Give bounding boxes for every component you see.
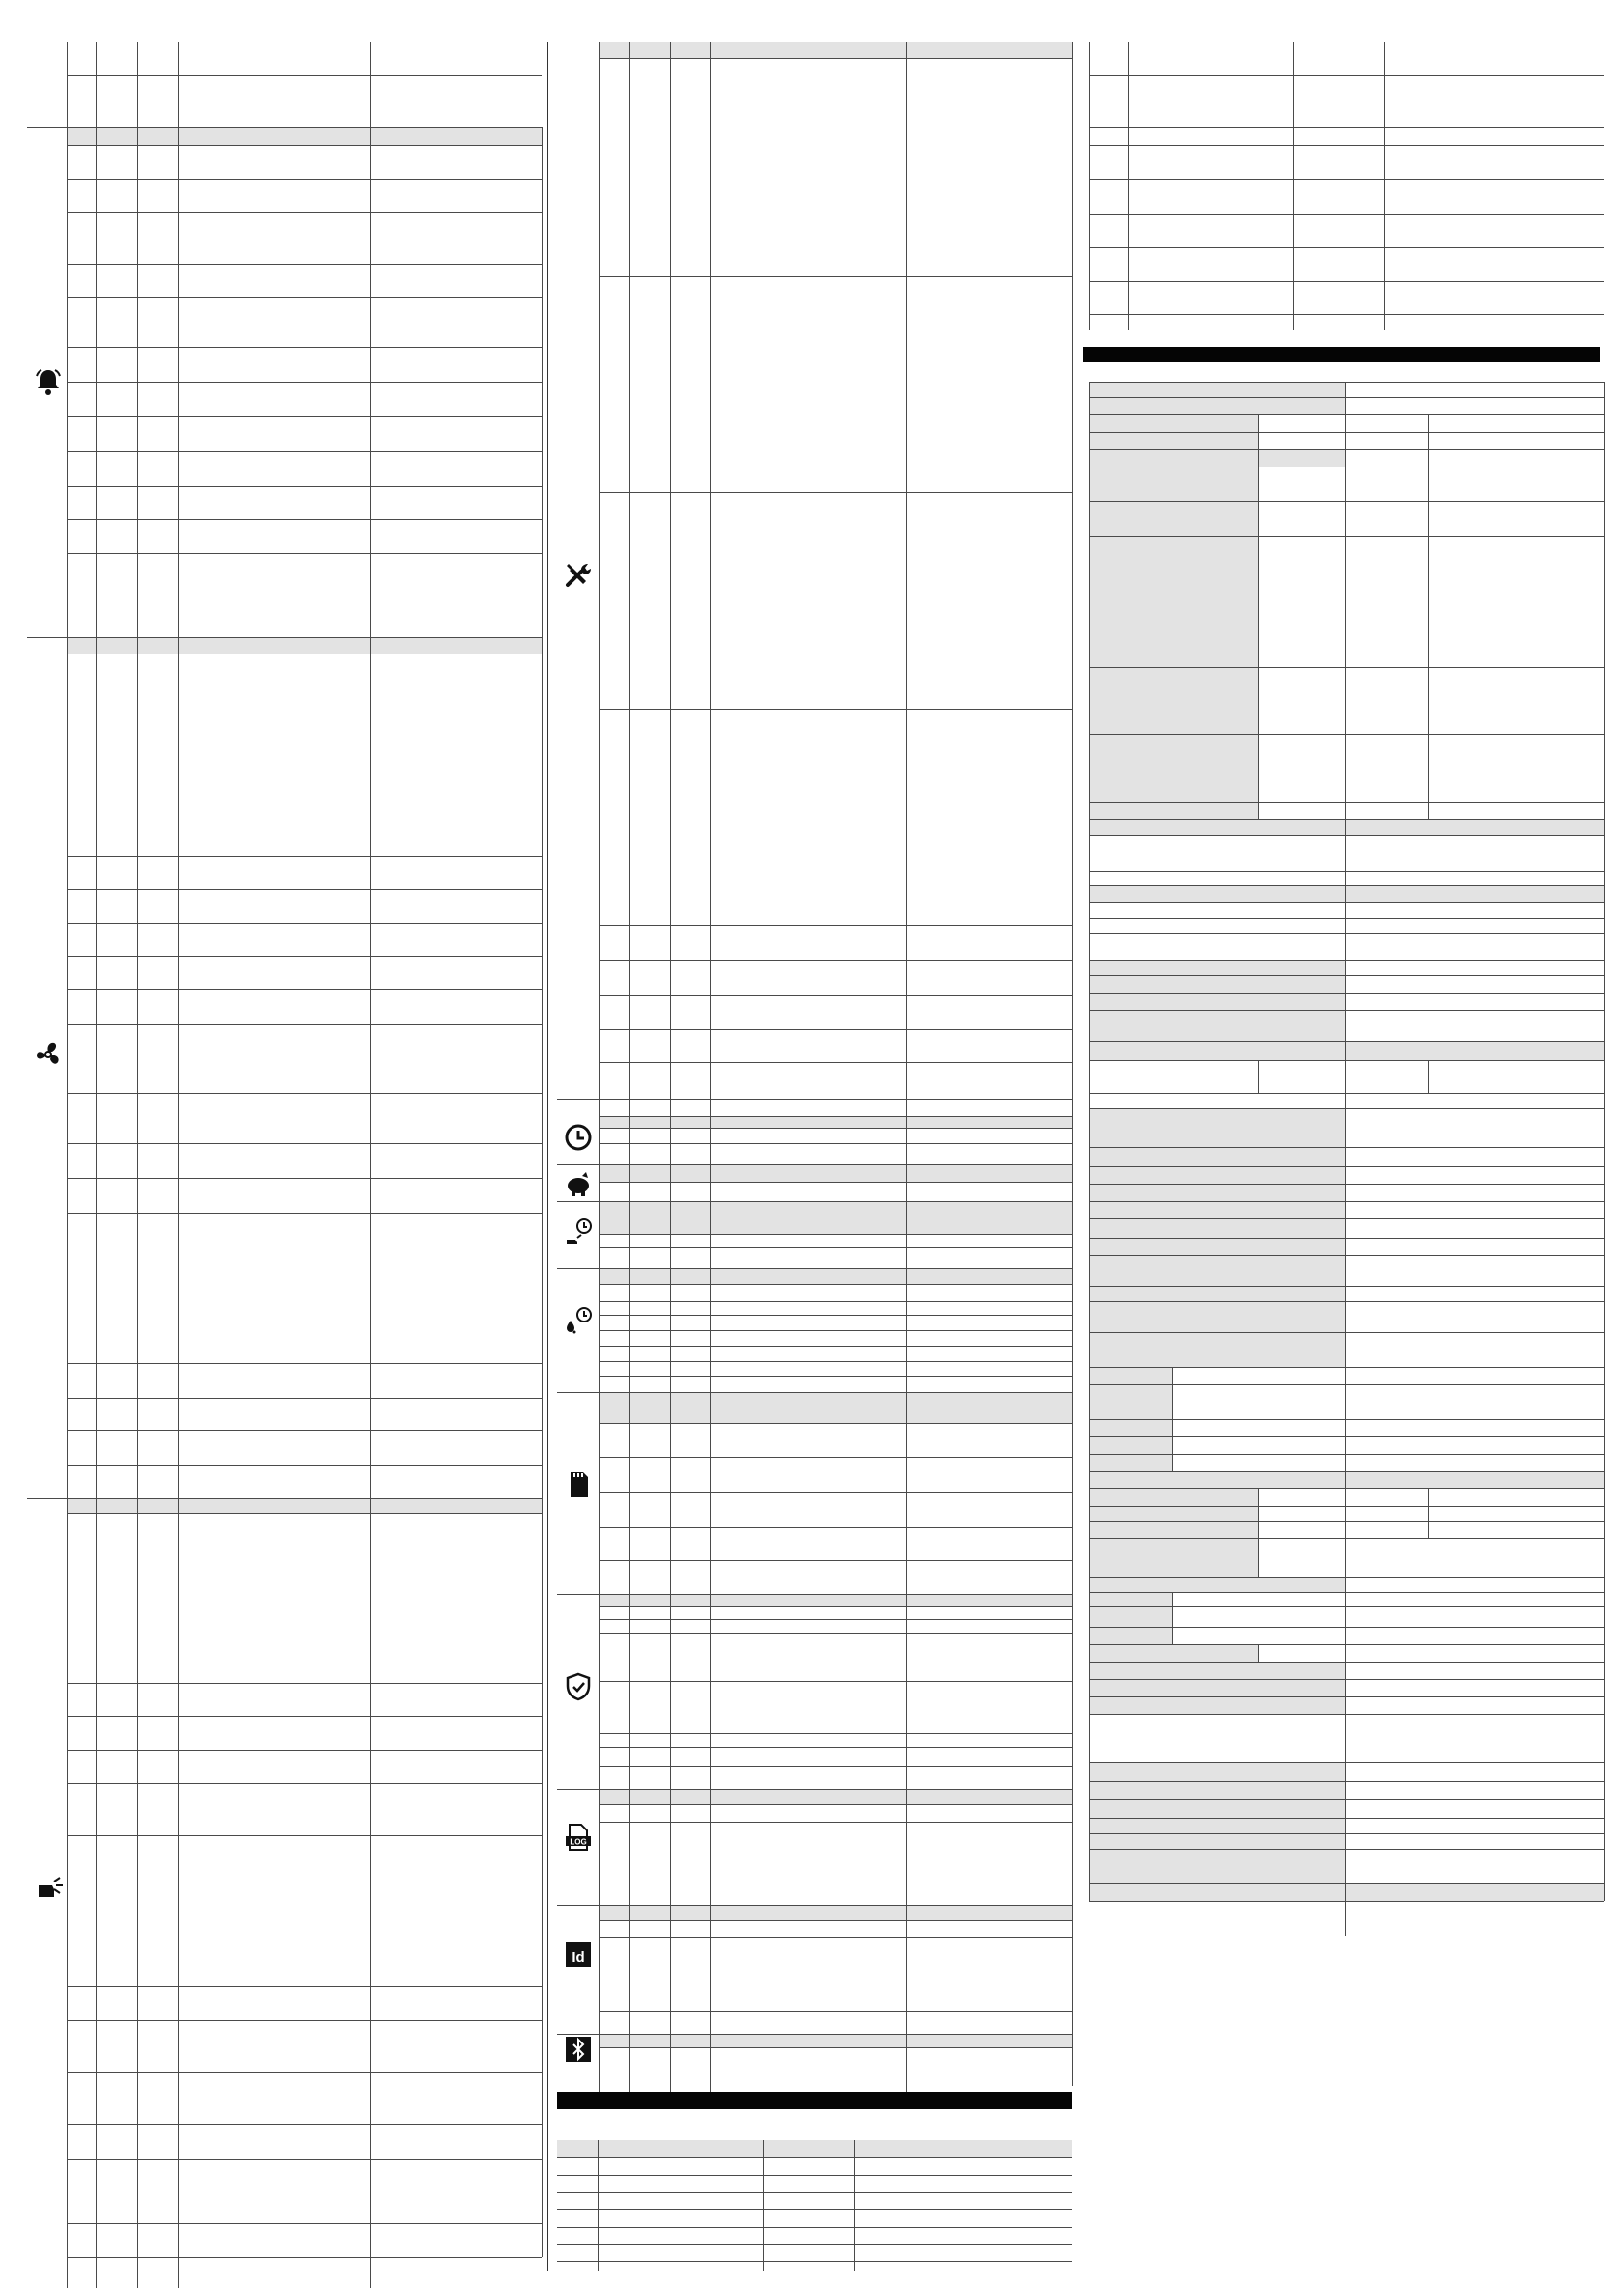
right-label-cell — [1089, 449, 1345, 467]
middle-section-divider — [557, 1201, 599, 1202]
table-row-rule — [1089, 1781, 1604, 1782]
table-row-rule — [1089, 902, 1604, 903]
table-row-rule — [1089, 449, 1604, 450]
table-row-rule — [1089, 1833, 1604, 1834]
table-row-rule — [1089, 1627, 1604, 1628]
right-table-right-edge — [1604, 382, 1605, 1901]
left-table-right-edge — [542, 127, 543, 2257]
table-column-rule — [599, 42, 600, 2094]
table-row-rule — [1089, 1332, 1604, 1333]
right-label-cell — [1089, 734, 1258, 819]
right-label-cell — [1089, 1662, 1345, 1679]
table-row-rule — [67, 2257, 542, 2258]
right-table-subcol-divider — [1258, 414, 1259, 819]
table-row-rule — [1089, 1147, 1604, 1148]
table-row-rule — [1089, 1488, 1604, 1489]
table-column-rule — [1293, 42, 1294, 330]
table-row-rule — [67, 75, 542, 76]
table-row-rule — [67, 1143, 542, 1144]
section-header-bar-middle — [557, 2092, 1072, 2109]
left-section-header-row — [67, 127, 542, 145]
table-row-rule — [67, 1213, 542, 1214]
right-table-subcol-divider — [1172, 1592, 1173, 1644]
table-column-rule — [763, 2140, 764, 2271]
middle-section-divider — [557, 1392, 599, 1393]
table-column-rule — [598, 2140, 599, 2271]
table-row-rule — [1089, 1218, 1604, 1219]
table-row-rule — [1089, 1255, 1604, 1256]
right-label-cell — [1089, 885, 1604, 902]
table-row-rule — [1089, 501, 1604, 502]
table-row-rule — [1089, 975, 1604, 976]
right-label-cell — [1089, 1041, 1604, 1060]
table-row-rule — [1089, 1521, 1604, 1522]
table-row-rule — [67, 347, 542, 348]
middle-section-divider — [557, 1268, 599, 1269]
right-table-subcol-divider — [1258, 1488, 1259, 1577]
table-column-rule — [670, 42, 671, 2094]
table-row-rule — [1089, 933, 1604, 934]
right-label-cell — [1089, 975, 1345, 993]
table-row-rule — [1089, 1367, 1604, 1368]
table-row-rule — [1089, 179, 1604, 180]
right-label-cell — [1089, 1201, 1345, 1218]
table-row-rule — [67, 889, 542, 890]
middle-section-divider — [557, 1594, 599, 1595]
table-column-rule — [67, 42, 68, 2288]
table-row-rule — [1089, 75, 1604, 76]
right-label-cell — [1089, 1538, 1258, 1577]
right-label-cell — [1089, 1679, 1345, 1696]
right-table-value-divider — [1345, 382, 1346, 1936]
table-row-rule — [1089, 1818, 1604, 1819]
table-row-rule — [67, 264, 542, 265]
right-label-cell — [1089, 960, 1345, 975]
table-row-rule — [67, 179, 542, 180]
table-row-rule — [1089, 1799, 1604, 1800]
table-row-rule — [67, 382, 542, 383]
table-row-rule — [67, 2159, 542, 2160]
table-row-rule — [1089, 871, 1604, 872]
table-row-rule — [1089, 1454, 1604, 1455]
right-table-subcol-divider — [1428, 414, 1429, 819]
table-row-rule — [67, 2020, 542, 2021]
table-column-rule — [710, 42, 711, 2094]
table-column-rule — [1128, 42, 1129, 330]
table-row-rule — [67, 1750, 542, 1751]
right-table-left-edge — [1089, 382, 1090, 1901]
table-row-rule — [1089, 1471, 1604, 1472]
table-row-rule — [1089, 1606, 1604, 1607]
fan-icon — [33, 1039, 64, 1070]
right-label-cell — [1089, 1286, 1345, 1301]
table-row-rule — [557, 2261, 1072, 2262]
table-column-rule — [1384, 42, 1385, 330]
table-row-rule — [1089, 214, 1604, 215]
table-row-rule — [1089, 835, 1604, 836]
left-section-divider — [27, 127, 542, 128]
right-label-cell — [1089, 1471, 1604, 1488]
id-badge-icon — [563, 1939, 594, 1970]
right-label-cell — [1089, 1367, 1172, 1419]
table-row-rule — [67, 2072, 542, 2073]
right-label-cell — [1089, 819, 1604, 835]
table-row-rule — [67, 1986, 542, 1987]
table-row-rule — [1089, 1238, 1604, 1239]
table-row-rule — [1089, 1696, 1604, 1697]
table-row-rule — [1089, 1093, 1604, 1094]
table-row-rule — [557, 2227, 1072, 2228]
middle-section-divider — [557, 1099, 599, 1100]
right-label-cell — [1089, 536, 1258, 734]
right-label-cell — [1089, 1301, 1345, 1332]
right-label-cell — [1089, 1849, 1345, 1883]
table-row-rule — [67, 956, 542, 957]
table-column-rule — [370, 42, 371, 2288]
table-row-rule — [1089, 1538, 1604, 1539]
table-row-rule — [1089, 1762, 1604, 1763]
table-row-rule — [1089, 819, 1604, 820]
right-label-cell — [1089, 1833, 1345, 1849]
middle-section-divider — [557, 1905, 599, 1906]
table-row-rule — [557, 2157, 1072, 2158]
clock-icon — [563, 1122, 594, 1153]
table-row-rule — [1089, 432, 1604, 433]
table-row-rule — [1089, 1041, 1604, 1042]
table-row-rule — [1089, 1108, 1604, 1109]
table-row-rule — [67, 553, 542, 554]
left-section-header-row — [67, 637, 542, 654]
table-row-rule — [557, 2192, 1072, 2193]
table-row-rule — [67, 856, 542, 857]
table-row-rule — [557, 2244, 1072, 2245]
table-column-rule — [96, 42, 97, 2288]
table-column-rule — [178, 42, 179, 2288]
table-row-rule — [1089, 1184, 1604, 1185]
right-label-cell — [1089, 1762, 1345, 1781]
table-row-rule — [1089, 1849, 1604, 1850]
table-row-rule — [1089, 1714, 1604, 1715]
table-row-rule — [1089, 1301, 1604, 1302]
table-row-rule — [67, 923, 542, 924]
table-row-rule — [1089, 802, 1604, 803]
table-row-rule — [67, 1513, 542, 1514]
left-section-header-row — [67, 1498, 542, 1513]
table-row-rule — [1089, 247, 1604, 248]
right-label-cell — [1089, 1818, 1345, 1833]
right-label-cell — [1089, 1108, 1345, 1147]
right-label-cell — [1089, 1577, 1345, 1592]
right-table-subcol-divider — [1258, 1644, 1259, 1662]
tools-icon — [563, 559, 594, 590]
table-row-rule — [67, 1716, 542, 1717]
table-row-rule — [1089, 382, 1604, 383]
table-row-rule — [1089, 960, 1604, 961]
table-row-rule — [67, 212, 542, 213]
drip-timer-icon — [563, 1305, 594, 1336]
log-file-icon — [563, 1822, 594, 1853]
table-row-rule — [1089, 1592, 1604, 1593]
right-table-subcol-divider — [1172, 1367, 1173, 1471]
left-section-divider — [27, 637, 542, 638]
table-row-rule — [1089, 414, 1604, 415]
right-label-cell — [1089, 1218, 1345, 1255]
table-column-rule — [629, 42, 630, 2094]
table-row-rule — [1089, 1577, 1604, 1578]
table-row-rule — [67, 1430, 542, 1431]
table-row-rule — [1089, 1506, 1604, 1507]
bluetooth-icon — [563, 2034, 594, 2065]
table-row-rule — [67, 486, 542, 487]
table-row-rule — [1089, 314, 1604, 315]
right-label-cell — [1089, 397, 1345, 414]
table-row-rule — [67, 416, 542, 417]
right-label-cell — [1089, 1419, 1172, 1471]
table-row-rule — [1089, 281, 1604, 282]
security-shield-icon — [563, 1671, 594, 1702]
table-row-rule — [1089, 1286, 1604, 1287]
table-row-rule — [1089, 1201, 1604, 1202]
table-column-rule — [854, 2140, 855, 2271]
table-row-rule — [67, 297, 542, 298]
table-row-rule — [1089, 1883, 1604, 1884]
table-row-rule — [1089, 1644, 1604, 1645]
column-separator-left — [547, 42, 548, 2271]
right-label-cell — [1089, 382, 1345, 397]
table-row-rule — [1089, 145, 1604, 146]
table-row-rule — [67, 519, 542, 520]
alarm-bell-icon — [33, 366, 64, 397]
table-row-rule — [67, 451, 542, 452]
table-row-rule — [67, 1783, 542, 1784]
table-row-rule — [1089, 885, 1604, 886]
right-table-subcol-divider — [1258, 1060, 1259, 1093]
bottom-table-header-row — [557, 2140, 1072, 2157]
table-row-rule — [1089, 1679, 1604, 1680]
table-column-rule — [137, 42, 138, 2288]
energy-saving-icon — [563, 1168, 594, 1199]
right-table-subcol-divider — [1428, 1488, 1429, 1538]
table-row-rule — [1089, 734, 1604, 735]
table-row-rule — [1089, 1166, 1604, 1167]
right-label-cell — [1089, 1696, 1345, 1714]
right-label-cell — [1089, 1255, 1345, 1286]
right-label-cell — [1089, 1332, 1345, 1367]
table-row-rule — [1089, 1384, 1604, 1385]
table-row-rule — [67, 1465, 542, 1466]
table-row-rule — [67, 2124, 542, 2125]
defrost-timer-icon — [563, 1216, 594, 1247]
table-row-rule — [1089, 1901, 1604, 1902]
table-row-rule — [67, 145, 542, 146]
middle-section-divider — [557, 1164, 599, 1165]
table-row-rule — [1089, 127, 1604, 128]
svg-text:Id: Id — [572, 1949, 585, 1965]
table-row-rule — [1089, 397, 1604, 398]
table-row-rule — [557, 2175, 1072, 2176]
left-section-divider — [27, 1498, 542, 1499]
right-label-cell — [1089, 1147, 1345, 1166]
table-row-rule — [67, 1363, 542, 1364]
section-header-bar-right — [1083, 347, 1600, 362]
table-row-rule — [1089, 993, 1604, 994]
table-row-rule — [1089, 1436, 1604, 1437]
table-row-rule — [1089, 1662, 1604, 1663]
table-row-rule — [67, 2223, 542, 2224]
table-row-rule — [67, 1093, 542, 1094]
table-row-rule — [67, 1398, 542, 1399]
table-row-rule — [557, 2209, 1072, 2210]
svg-text:LOG: LOG — [570, 1837, 587, 1847]
table-row-rule — [67, 1683, 542, 1684]
table-row-rule — [1089, 1010, 1604, 1011]
right-label-cell — [1089, 1883, 1604, 1901]
right-label-cell — [1089, 1592, 1172, 1644]
table-row-rule — [1089, 918, 1604, 919]
right-label-cell — [1089, 1488, 1258, 1538]
right-label-cell — [1089, 1028, 1345, 1041]
table-row-rule — [1089, 1060, 1604, 1061]
right-table-subcol-divider — [1428, 1060, 1429, 1093]
table-row-rule — [67, 989, 542, 990]
table-row-rule — [1089, 536, 1604, 537]
right-label-cell — [1089, 1644, 1258, 1662]
middle-section-divider — [557, 1789, 599, 1790]
table-column-rule — [906, 42, 907, 2094]
table-row-rule — [67, 1835, 542, 1836]
table-row-rule — [67, 1024, 542, 1025]
right-label-cell — [1089, 1781, 1345, 1818]
table-row-rule — [67, 1178, 542, 1179]
table-column-rule — [1089, 42, 1090, 330]
middle-table-right-edge — [1072, 42, 1073, 2086]
defrost-icon — [35, 1872, 66, 1903]
sd-card-icon — [563, 1469, 594, 1500]
table-row-rule — [1089, 1419, 1604, 1420]
table-row-rule — [1089, 667, 1604, 668]
